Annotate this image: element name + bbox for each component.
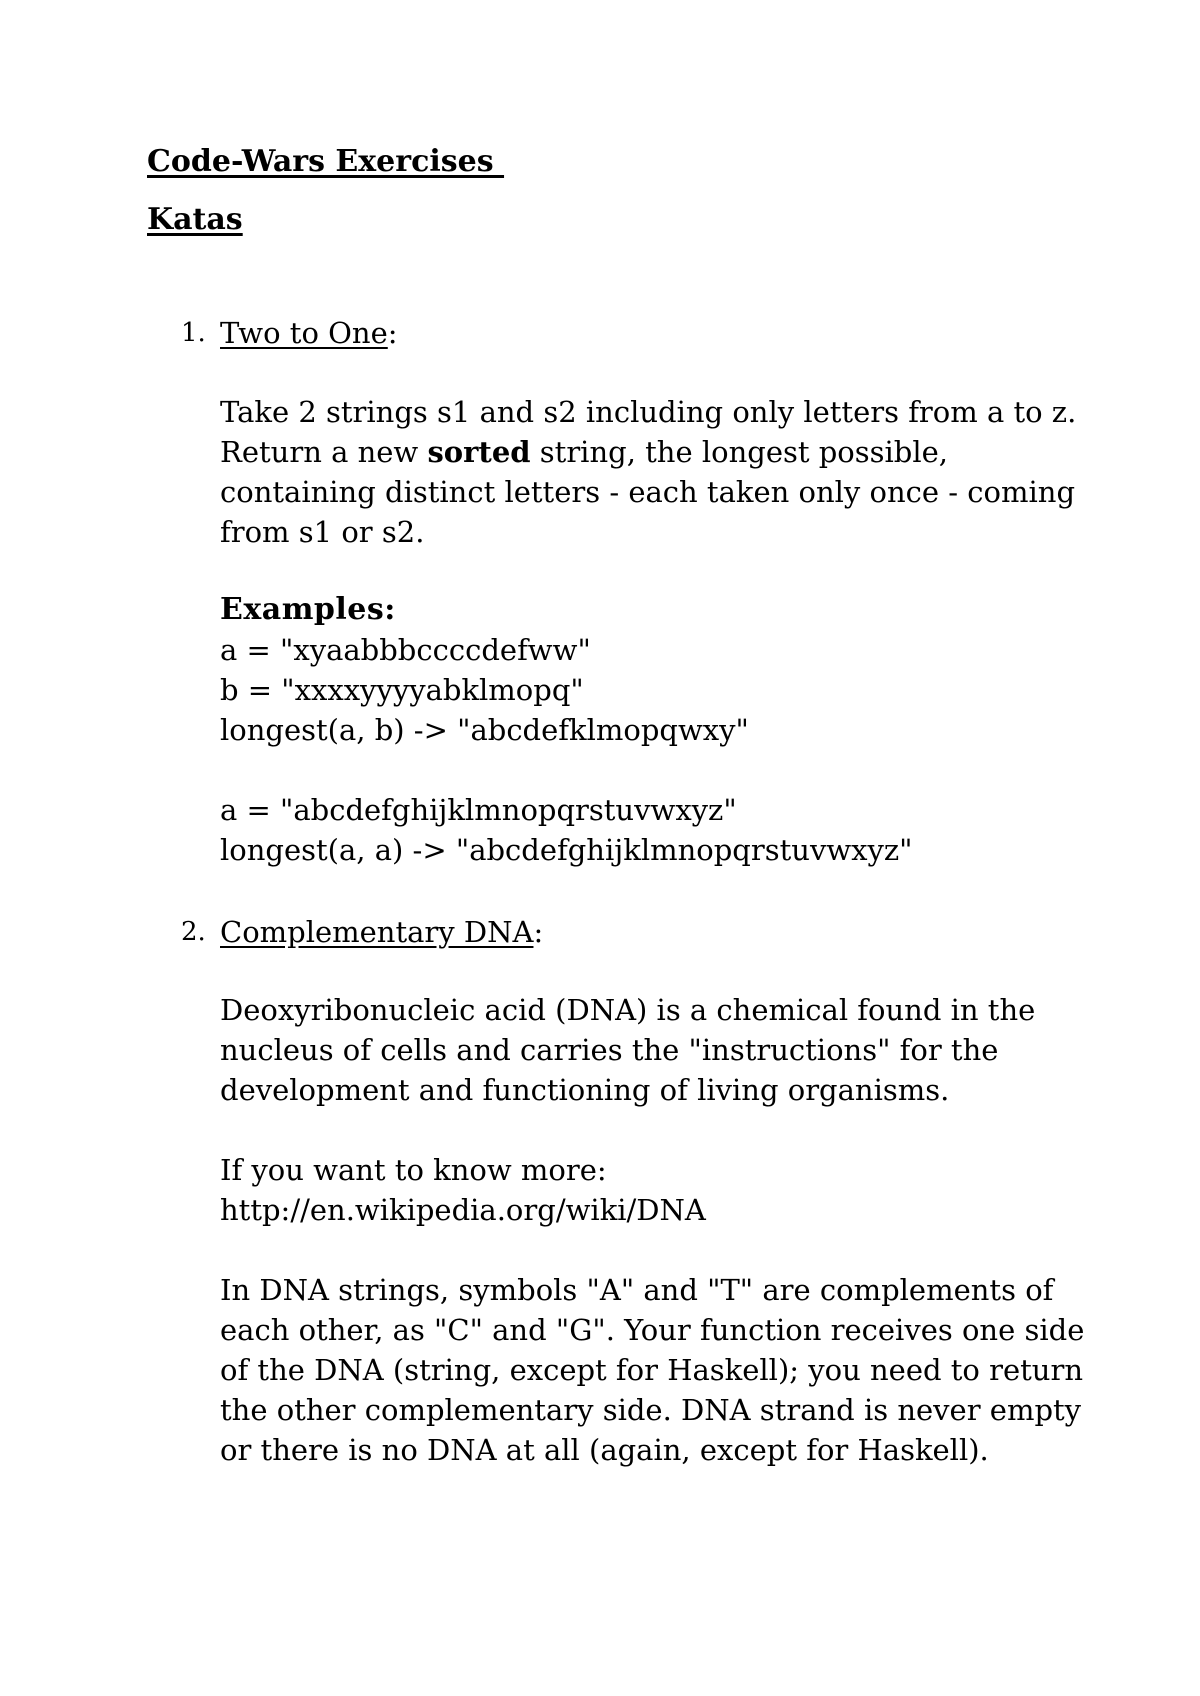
kata-1-example-line-5: longest(a, a) -> "abcdefghijklmnopqrstuvwxyz"	[220, 833, 913, 867]
kata-2-paragraph-3	[220, 1270, 1100, 1470]
kata-1-example-line-1: a = "xyaabbbccccdefww"	[220, 633, 591, 667]
kata-2-title-wrap	[220, 912, 543, 952]
kata-2-paragraph-2	[220, 1150, 1100, 1230]
kata-1-title-colon: :	[387, 316, 398, 350]
kata-2-p3-line-5: or there is no DNA at all (again, except for Haskell).	[220, 1433, 989, 1467]
document-title: Code-Wars Exercises	[147, 144, 505, 179]
kata-1-desc-line-4: from s1 or s2.	[220, 515, 425, 549]
kata-1-desc-line-1: Take 2 strings s1 and s2 including only letters from a to z.	[220, 395, 1077, 429]
kata-1-desc-pre: Return a new	[220, 435, 428, 469]
kata-2-p3-line-4: the other complementary side. DNA strand is never empty	[220, 1393, 1082, 1427]
kata-2-paragraph-1	[220, 990, 1100, 1110]
document-subtitle: Katas	[147, 202, 243, 237]
kata-1-examples-label: Examples:	[220, 592, 396, 627]
kata-1-desc-line-2	[220, 432, 1100, 472]
kata-2-p2-line-1: If you want to know more:	[220, 1153, 607, 1187]
kata-2-number: 2.	[181, 917, 206, 947]
kata-2-p3-line-2: each other, as "C" and "G". Your function receives one side	[220, 1313, 1085, 1347]
kata-1-examples-2	[220, 790, 1100, 870]
kata-1-example-line-3: longest(a, b) -> "abcdefklmopqwxy"	[220, 713, 749, 747]
kata-1-desc-line-3: containing distinct letters - each taken only once - coming	[220, 475, 1076, 509]
kata-2-p1-line-1: Deoxyribonucleic acid (DNA) is a chemical found in the	[220, 993, 1036, 1027]
kata-1-number: 1.	[181, 318, 206, 348]
kata-2-p1-line-3: development and functioning of living organisms.	[220, 1073, 950, 1107]
kata-2-p1-line-2: nucleus of cells and carries the "instructions" for the	[220, 1033, 999, 1067]
kata-2-heading	[147, 912, 1107, 952]
kata-1-examples	[220, 590, 1100, 750]
kata-2-wiki-link[interactable]: http://en.wikipedia.org/wiki/DNA	[220, 1193, 706, 1227]
kata-1-title-wrap	[220, 313, 398, 353]
kata-2-title: Complementary DNA	[220, 915, 534, 949]
kata-1-desc-post: string, the longest possible,	[530, 435, 949, 469]
kata-1-example-line-2: b = "xxxxyyyyabklmopq"	[220, 673, 584, 707]
kata-1-example-line-4: a = "abcdefghijklmnopqrstuvwxyz"	[220, 793, 737, 827]
kata-1-description	[220, 392, 1100, 552]
kata-2-p3-line-1: In DNA strings, symbols "A" and "T" are complements of	[220, 1273, 1054, 1307]
kata-1-desc-bold: sorted	[427, 435, 531, 469]
kata-1-title: Two to One	[220, 316, 388, 350]
kata-2-p3-line-3: of the DNA (string, except for Haskell); you need to return	[220, 1353, 1084, 1387]
kata-2-title-colon: :	[533, 915, 544, 949]
kata-1-heading	[147, 313, 1107, 353]
